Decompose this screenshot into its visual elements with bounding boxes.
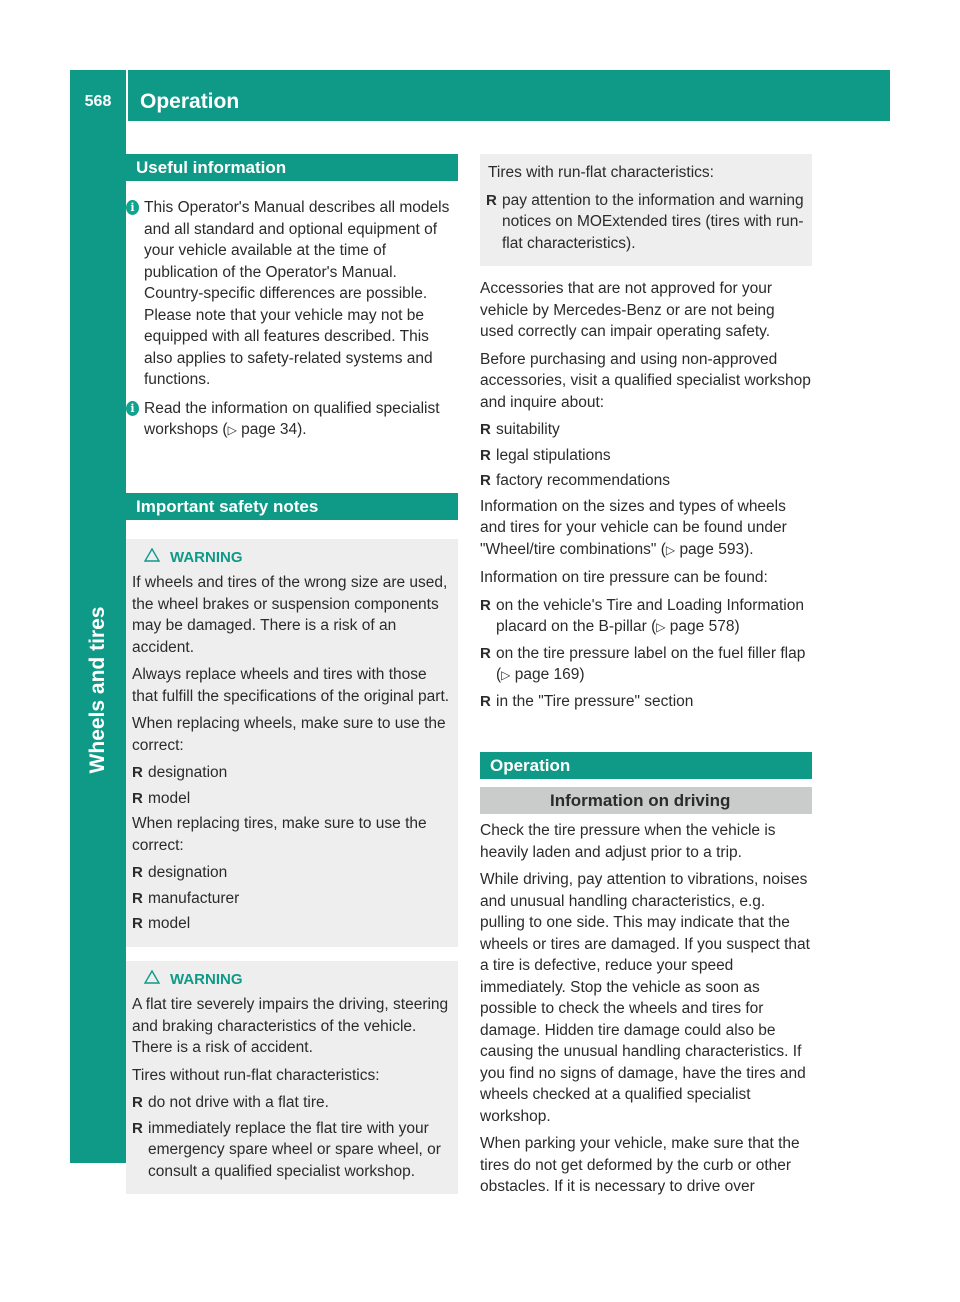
list-item-text: do not drive with a flat tire.: [148, 1094, 329, 1111]
list-item-text: legal stipulations: [496, 446, 611, 464]
useful-info-heading: Useful information: [126, 154, 458, 181]
warning-1-p3: When replacing wheels, make sure to use the correct:: [132, 715, 446, 754]
list-item-text: model: [148, 789, 191, 807]
info-icon: i: [126, 200, 139, 215]
list-item: [480, 691, 812, 713]
warning-2-p2: Tires without run-flat characteristics:: [132, 1066, 380, 1084]
warning-box-1: [126, 539, 458, 947]
list-item: [480, 595, 812, 639]
bullet-icon: R: [480, 421, 491, 438]
list-item-text: in the "Tire pressure" section: [496, 692, 694, 710]
tire-pressure-check-paragraph: Check the tire pressure when the vehicle is heavily laden and adjust prior to a trip.: [480, 822, 776, 861]
driving-subheading: Information on driving: [480, 787, 812, 814]
warning-title: [132, 547, 452, 569]
bullet-icon: R: [480, 644, 491, 662]
info-note-1-text: This Operator's Manual describes all models and all standard and optional equipment of your vehicle available at the time of publication of the Operator's Manual. Country-specific differences are possible. Please note that your vehicle may not be equipped with all features described. This also applies to safety-related systems and functions.: [144, 199, 450, 388]
driving-paragraph: While driving, pay attention to vibrations, noises and unusual handling characteristics, e.g. pulling to one side. This may indicate that the wheels or tires are damaged. If you suspect that a tire is defective, reduce your speed immediately. Stop the vehicle as soon as possible to check the wheels and tires for damage. Hidden tire damage could also be causing the unusual handling characteristics. If you find no signs of damage, have the tires and wheels checked at a qualified specialist workshop.: [480, 871, 810, 1125]
list-item: [132, 862, 452, 884]
list-item: [480, 643, 812, 687]
parking-paragraph: When parking your vehicle, make sure that the tires do not get deformed by the curb or other obstacles. If it is necessary to drive over: [480, 1135, 800, 1195]
page-ref-arrow-icon: ▷: [227, 423, 237, 437]
bullet-icon: R: [480, 472, 491, 489]
bullet-icon: R: [480, 596, 491, 614]
page-ref-arrow-icon: ▷: [665, 542, 676, 557]
side-tab-label: Wheels and tires: [86, 606, 109, 774]
info-note-1: [126, 197, 458, 391]
safety-notes-heading: Important safety notes: [126, 493, 458, 520]
info-note-2-text: Read the information on qualified specialist workshops (: [144, 399, 440, 438]
list-item: [132, 913, 452, 935]
warning-triangle-icon: [144, 969, 162, 991]
list-item: [480, 470, 812, 492]
warning-triangle-icon: [144, 547, 162, 569]
sizes-tail: ).: [744, 540, 754, 558]
left-column: [126, 154, 458, 1194]
list-item: [480, 419, 812, 441]
warning-2-p1: A flat tire severely impairs the driving, steering and braking characteristics of the vehicle. There is a risk of accident.: [132, 996, 449, 1056]
list-item: [132, 1092, 452, 1114]
sizes-paragraph: [480, 496, 812, 562]
bullet-icon: R: [132, 764, 143, 781]
list-item: [486, 190, 806, 255]
list-item-text: model: [148, 915, 191, 932]
warning-1-p4: When replacing tires, make sure to use the correct:: [132, 815, 427, 854]
list-item-text: suitability: [496, 421, 560, 438]
bullet-icon: R: [132, 915, 143, 932]
accessories-paragraph: Accessories that are not approved for your vehicle by Mercedes-Benz or are not being used correctly can impair operating safety.: [480, 280, 775, 340]
list-item-text: designation: [148, 764, 228, 781]
list-item: [132, 788, 452, 810]
warning-1-p2: Always replace wheels and tires with those that fulfill the specifications of the original part.: [132, 666, 450, 705]
info-icon: i: [126, 401, 139, 416]
bullet-icon: R: [132, 1119, 143, 1137]
page-ref-arrow-icon: ▷: [501, 668, 511, 682]
warning-box-continued: [480, 154, 812, 266]
tire-pressure-paragraph: Information on tire pressure can be found:: [480, 569, 768, 586]
bullet-icon: R: [132, 889, 143, 907]
warning-cont-p1: Tires with run-flat characteristics:: [488, 164, 714, 181]
list-item: [132, 888, 452, 910]
list-item: [132, 762, 452, 784]
info-note-2-tail: ).: [297, 421, 307, 438]
list-item-text: on the vehicle's Tire and Loading Information placard on the B-pillar (: [496, 596, 804, 635]
bullet-icon: R: [480, 692, 491, 710]
page-ref-link[interactable]: page 34: [241, 421, 298, 438]
page-ref-link[interactable]: page 169: [514, 666, 580, 683]
list-item-tail: ): [579, 666, 585, 683]
bullet-icon: R: [486, 191, 497, 209]
list-item-tail: ): [734, 618, 740, 635]
page-number: 568: [84, 93, 112, 110]
warning-box-2: [126, 961, 458, 1195]
page-ref-link[interactable]: page 593: [679, 540, 745, 558]
list-item-text: immediately replace the flat tire with your emergency spare wheel or spare wheel, or consult a qualified specialist workshop.: [148, 1119, 441, 1180]
warning-1-p1: If wheels and tires of the wrong size are used, the wheel brakes or suspension components may be damaged. There is a risk of an accident.: [132, 574, 448, 656]
purchasing-paragraph: Before purchasing and using non-approved accessories, visit a qualified specialist workshop and inquire about:: [480, 350, 811, 411]
header-divider: [126, 70, 128, 121]
list-item: [132, 1118, 452, 1183]
page-ref-link[interactable]: page 578: [669, 618, 735, 635]
list-item-text: designation: [148, 864, 228, 881]
section-title: Operation: [140, 90, 240, 113]
bullet-icon: R: [132, 1094, 143, 1111]
page-ref-arrow-icon: ▷: [656, 620, 666, 634]
sizes-text: Information on the sizes and types of wheels and tires for your vehicle can be found under "Wheel/tire combinations" (: [480, 497, 787, 558]
info-note-2: [126, 398, 458, 442]
warning-title: [132, 969, 452, 991]
warning-title-text: WARNING: [170, 548, 243, 566]
operation-heading: Operation: [480, 752, 812, 779]
list-item: [480, 445, 812, 467]
bullet-icon: R: [480, 446, 491, 464]
warning-title-text: WARNING: [170, 970, 243, 988]
list-item-text: pay attention to the information and warning notices on MOExtended tires (tires with run-flat characteristics).: [502, 191, 804, 252]
list-item-text: manufacturer: [148, 889, 240, 907]
list-item-text: factory recommendations: [496, 472, 671, 489]
list-item-text: on the tire pressure label on the fuel filler flap (: [496, 644, 806, 683]
bullet-icon: R: [132, 864, 143, 881]
bullet-icon: R: [132, 789, 143, 807]
right-column: [480, 154, 812, 1204]
